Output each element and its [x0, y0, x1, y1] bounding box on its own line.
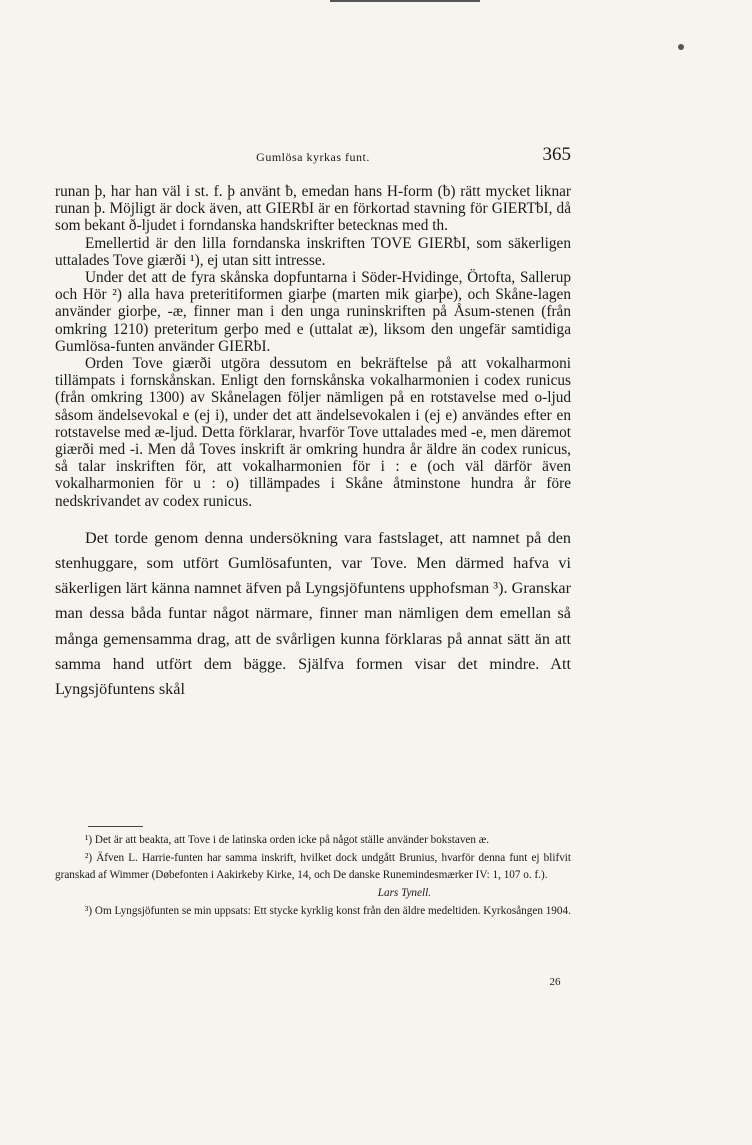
footnote-divider [88, 826, 143, 827]
running-title: Gumlösa kyrkas funt. [256, 150, 370, 164]
signature-mark: 26 [549, 976, 561, 988]
footnote-1: ¹) Det är att beakta, att Tove i de latinska orden icke på något ställe använder bokstaven æ. [85, 834, 490, 846]
footnote-signature: Lars Tynell. [377, 887, 431, 900]
footnotes [55, 832, 571, 921]
footnote-3: ³) Om Lyngsjöfunten se min uppsats: Ett stycke kyrklig konst från den äldre medeltiden. Kyrkosången 1904. [85, 904, 571, 917]
paragraph-2: Emellertid är den lilla forndanska inskriften TOVE GIERƀI, som säkerligen uttalades Tove giærði ¹), ej utan sitt intresse. [55, 234, 571, 269]
scan-dot [678, 44, 684, 50]
paragraph-4: Orden Tove giærði utgöra dessutom en bekräftelse på att vokalharmoni tillämpats i fornskånskan. Enligt den fornskånska vokalharmonien i codex runicus (från omkring 1300) av Skånelagen följer nämligen på en rotstavelse med o-ljud såsom ändelsevokal e (ej i), under det att ändelsevokalen i (ej e) användes efter en rotstavelse med æ-ljud. Detta förklarar, hvarför Tove uttalades med -e, men däremot giærði med -i. Men då Toves inskrift är omkring hundra år äldre än codex runicus, så talar inskriften för, att vokalharmonien för i : e (och väl därför även vokalharmonien för u : o) tillämpades i Skåne åtminstone hundra år före nedskrivandet av codex runicus. [55, 355, 571, 510]
page-header [55, 140, 571, 170]
body-text [55, 183, 571, 702]
paragraph-5: Det torde genom denna undersökning vara fastslaget, att namnet på den stenhuggare, som utfört Gumlösafunten, var Tove. Men därmed hafva vi säkerligen lärt känna namnet äfven på Lyngsjöfuntens upphofsman ³). Granskar man dessa båda funtar något närmare, finner man nämligen dem emellan så många gemensamma drag, att de svårligen kunna förklaras på annat sätt än att samma hand utfört dem bägge. Själfva formen visar det mindre. Att Lyngsjöfuntens skål [55, 528, 571, 699]
page-number: 365 [542, 144, 571, 165]
scan-top-mark [330, 0, 480, 2]
footnote-2: ²) Äfven L. Harrie-funten har samma inskrift, hvilket dock undgått Brunius, hvarför denna funt ej blifvit granskad af Wimmer (Døbefonten i Aakirkeby Kirke, 14, och De danske Runemindesmærker IV: 1, 107 o. f.). [55, 851, 571, 882]
paragraph-1: runan þ, har han väl i st. f. þ använt ƀ, emedan hans H-form (ƀ) rätt mycket liknar runan þ. Möjligt är dock även, att GIERƀI är en förkortad stavning för GIERTƀI, då som bekant ð-ljudet i forndanska handskrifter betecknas med th. [55, 183, 571, 235]
paragraph-3: Under det att de fyra skånska dopfuntarna i Söder-Hvidinge, Örtofta, Sallerup och Hör ²) alla hava preteritiformen giarþe (marten mik giarþe), och Skåne-lagen använder giorþe, -æ, finner man i den unga runinskriften på Åsum-stenen (från omkring 1210) preteritum gerþo med e (uttalat æ), liksom den ungefär samtidiga Gumlösa-funten använder GIERƀI. [55, 269, 571, 355]
